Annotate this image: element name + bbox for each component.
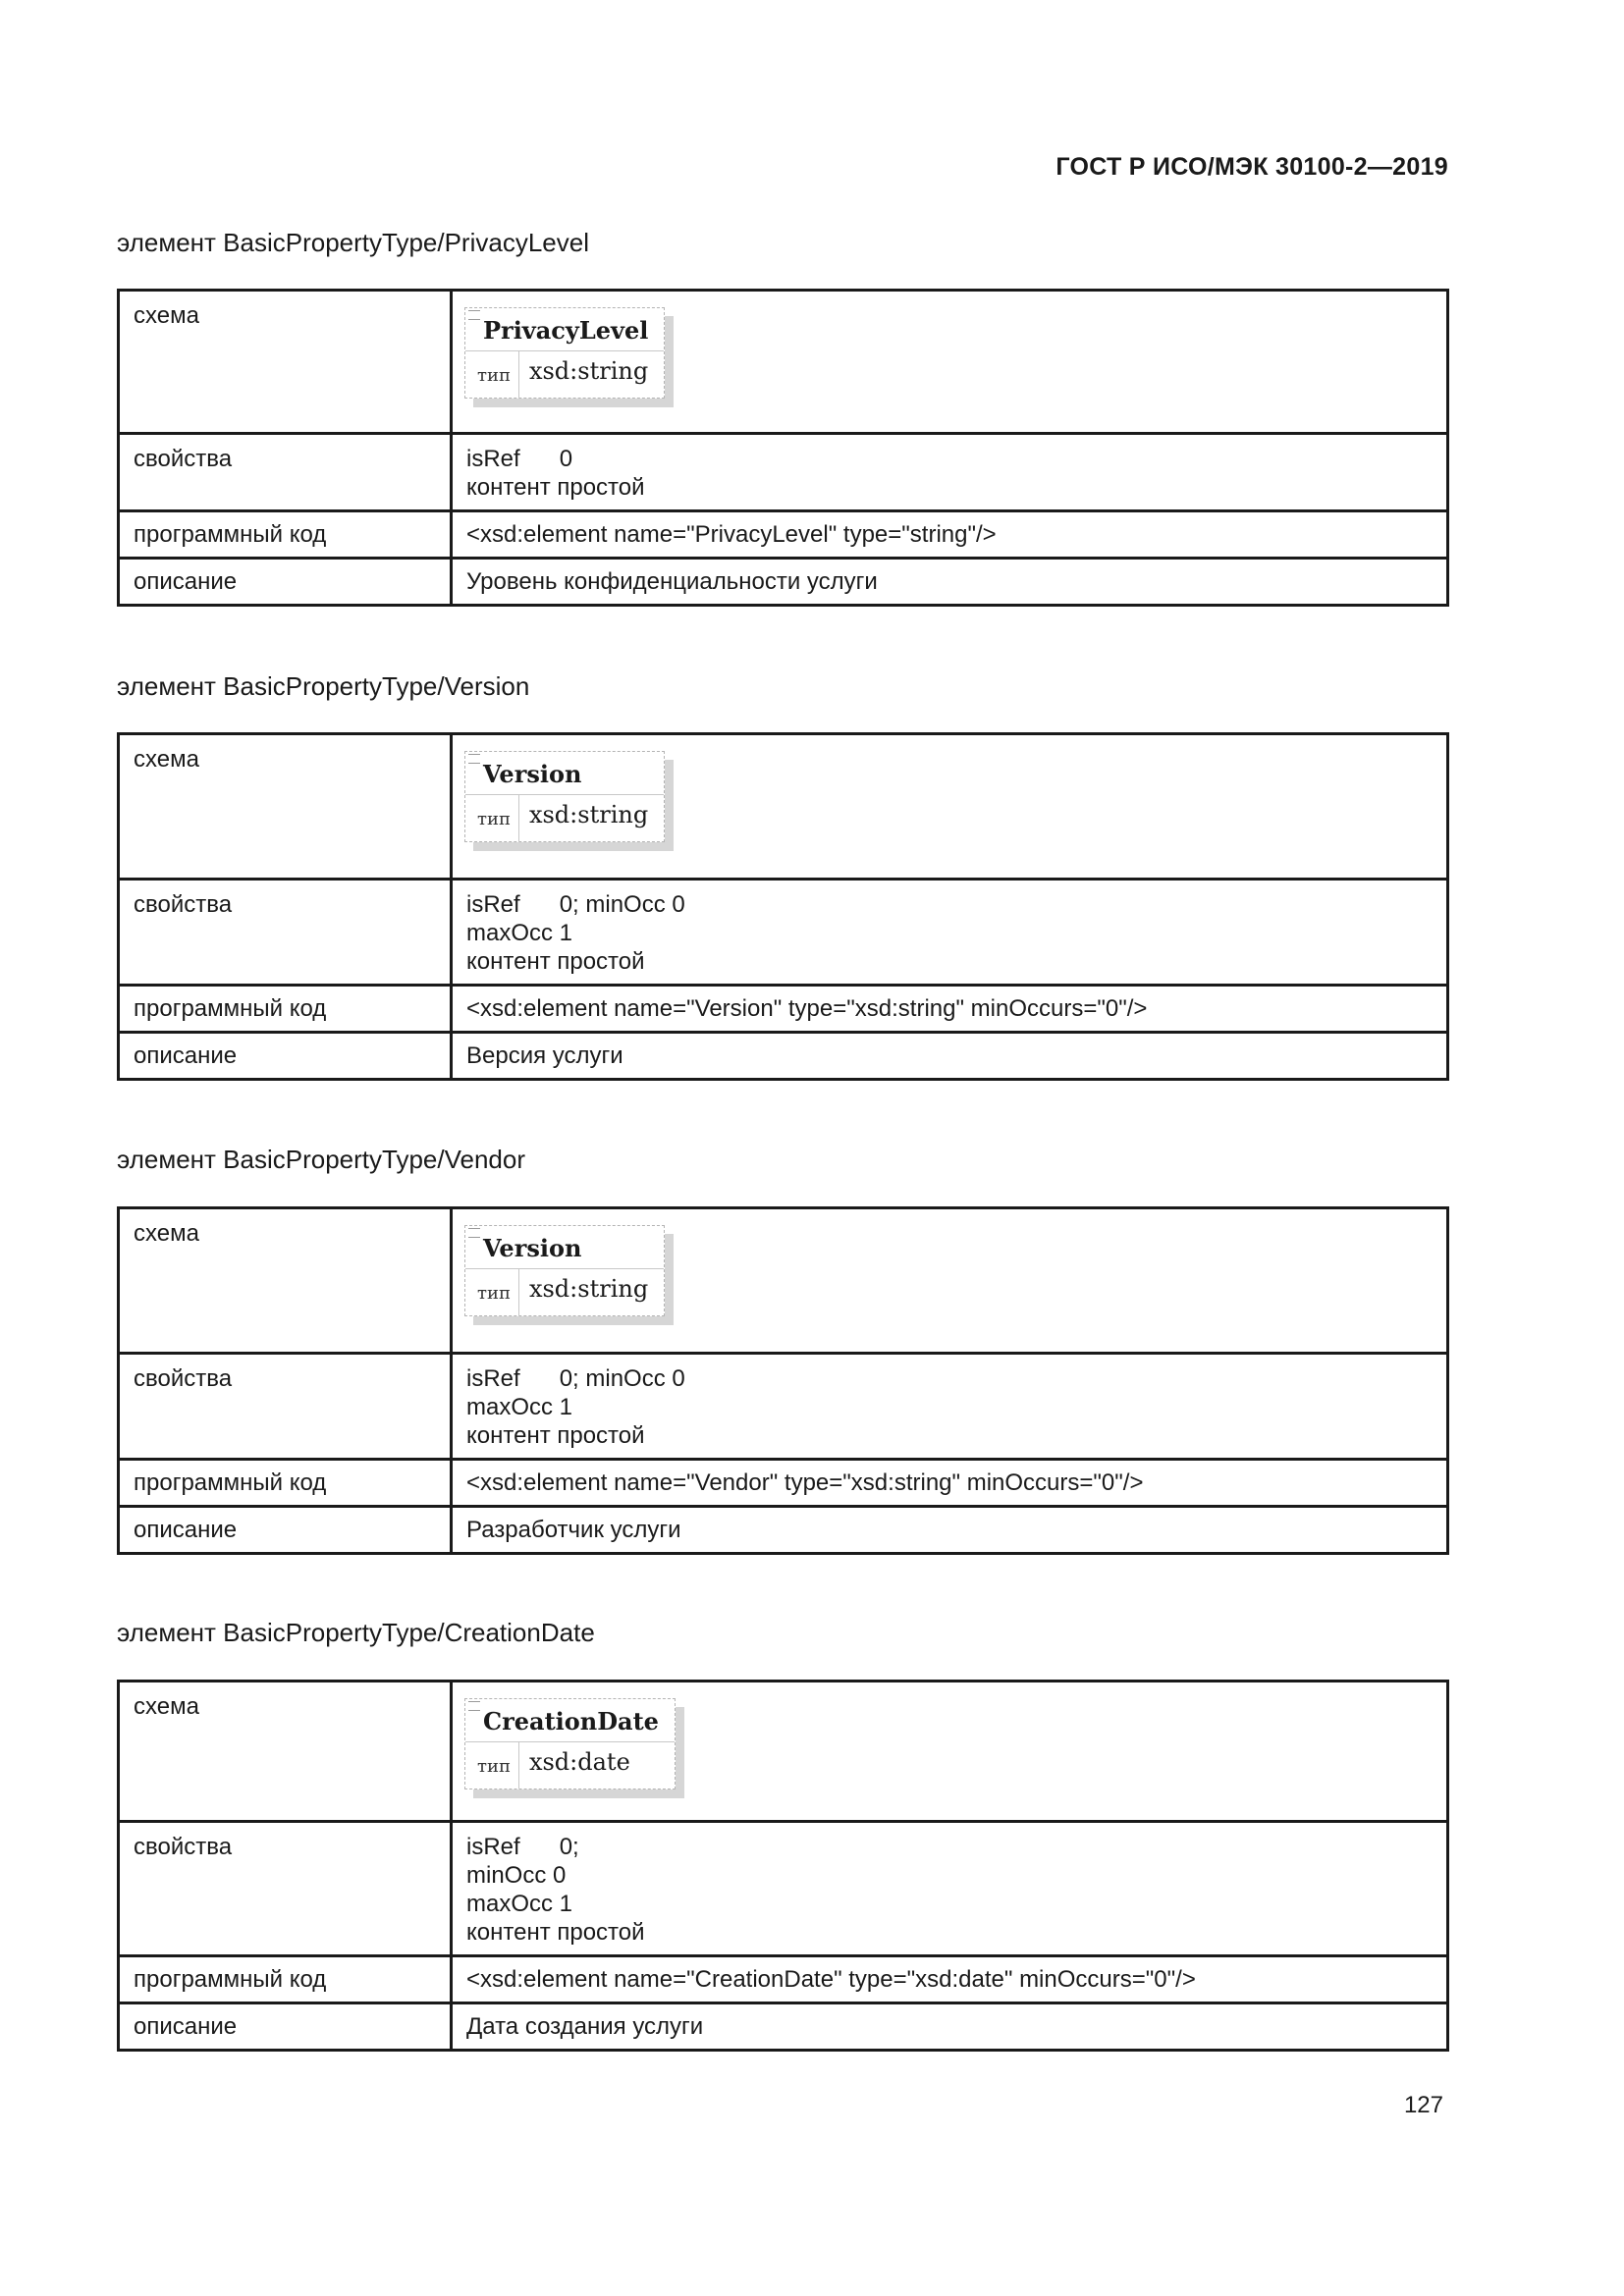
property-line: maxOcc 1: [466, 1891, 573, 1917]
schema-diagram: [464, 751, 665, 842]
element-icon: [468, 1701, 480, 1711]
description-cell: Дата создания услуги: [452, 2003, 1448, 2051]
schema-label: схема: [119, 1682, 452, 1822]
code-cell: <xsd:element name="Vendor" type="xsd:string" minOccurs="0"/>: [452, 1460, 1448, 1507]
element-icon: [468, 310, 480, 320]
diagram-element-name: PrivacyLevel: [465, 308, 664, 351]
element-icon: [468, 1228, 480, 1238]
property-line: isRef 0;: [466, 1834, 579, 1860]
section-title: элемент BasicPropertyType/Vendor: [117, 1145, 525, 1174]
description-label: описание: [119, 559, 452, 606]
diagram-type-value: xsd:string: [528, 357, 649, 385]
diagram-type-value: xsd:string: [528, 801, 649, 828]
diagram-element-name: Version: [465, 752, 664, 795]
diagram-type-label: тип: [465, 1742, 519, 1789]
properties-label: свойства: [119, 1354, 452, 1460]
description-label: описание: [119, 2003, 452, 2051]
property-line: maxOcc 1: [466, 1394, 573, 1420]
property-line: контент простой: [466, 948, 645, 975]
property-line: isRef 0; minOcc 0: [466, 891, 685, 918]
code-cell: <xsd:element name="CreationDate" type="xsd:date" minOccurs="0"/>: [452, 1956, 1448, 2003]
diagram-type-label: тип: [465, 795, 519, 841]
diagram-element-name: Version: [465, 1226, 664, 1269]
schema-cell: [452, 1682, 1448, 1822]
properties-cell: [452, 434, 1448, 511]
code-cell: <xsd:element name="PrivacyLevel" type="string"/>: [452, 511, 1448, 559]
element-table: [117, 1206, 1449, 1555]
property-line: контент простой: [466, 474, 645, 501]
property-line: minOcc 0: [466, 1862, 567, 1889]
code-label: программный код: [119, 1460, 452, 1507]
schema-diagram: [464, 1698, 676, 1789]
section-title: элемент BasicPropertyType/Version: [117, 671, 530, 701]
diagram-type-value: xsd:date: [528, 1748, 630, 1776]
schema-label: схема: [119, 291, 452, 434]
properties-label: свойства: [119, 880, 452, 986]
description-label: описание: [119, 1033, 452, 1080]
diagram-element-name: CreationDate: [465, 1699, 675, 1742]
properties-cell: [452, 880, 1448, 986]
page-number: 127: [1403, 2092, 1443, 2118]
property-line: isRef 0: [466, 446, 573, 472]
property-line: maxOcc 1: [466, 920, 573, 946]
properties-cell: [452, 1822, 1448, 1956]
properties-label: свойства: [119, 434, 452, 511]
property-line: контент простой: [466, 1422, 645, 1449]
description-cell: Уровень конфиденциальности услуги: [452, 559, 1448, 606]
code-label: программный код: [119, 986, 452, 1033]
element-table: [117, 732, 1449, 1081]
code-label: программный код: [119, 1956, 452, 2003]
properties-cell: [452, 1354, 1448, 1460]
properties-label: свойства: [119, 1822, 452, 1956]
section-title: элемент BasicPropertyType/CreationDate: [117, 1618, 595, 1647]
description-label: описание: [119, 1507, 452, 1554]
diagram-type-label: тип: [465, 351, 519, 398]
code-label: программный код: [119, 511, 452, 559]
property-line: контент простой: [466, 1919, 645, 1946]
property-line: isRef 0; minOcc 0: [466, 1365, 685, 1392]
schema-cell: [452, 734, 1448, 880]
section-title: элемент BasicPropertyType/PrivacyLevel: [117, 228, 589, 257]
document-code-header: ГОСТ Р ИСО/МЭК 30100-2—2019: [1056, 153, 1448, 181]
schema-diagram: [464, 307, 665, 399]
code-cell: <xsd:element name="Version" type="xsd:string" minOccurs="0"/>: [452, 986, 1448, 1033]
description-cell: Версия услуги: [452, 1033, 1448, 1080]
element-icon: [468, 754, 480, 764]
diagram-type-value: xsd:string: [528, 1275, 649, 1303]
schema-label: схема: [119, 1208, 452, 1354]
diagram-type-label: тип: [465, 1269, 519, 1315]
element-table: [117, 289, 1449, 607]
schema-cell: [452, 1208, 1448, 1354]
schema-diagram: [464, 1225, 665, 1316]
schema-cell: [452, 291, 1448, 434]
schema-label: схема: [119, 734, 452, 880]
element-table: [117, 1680, 1449, 2052]
description-cell: Разработчик услуги: [452, 1507, 1448, 1554]
